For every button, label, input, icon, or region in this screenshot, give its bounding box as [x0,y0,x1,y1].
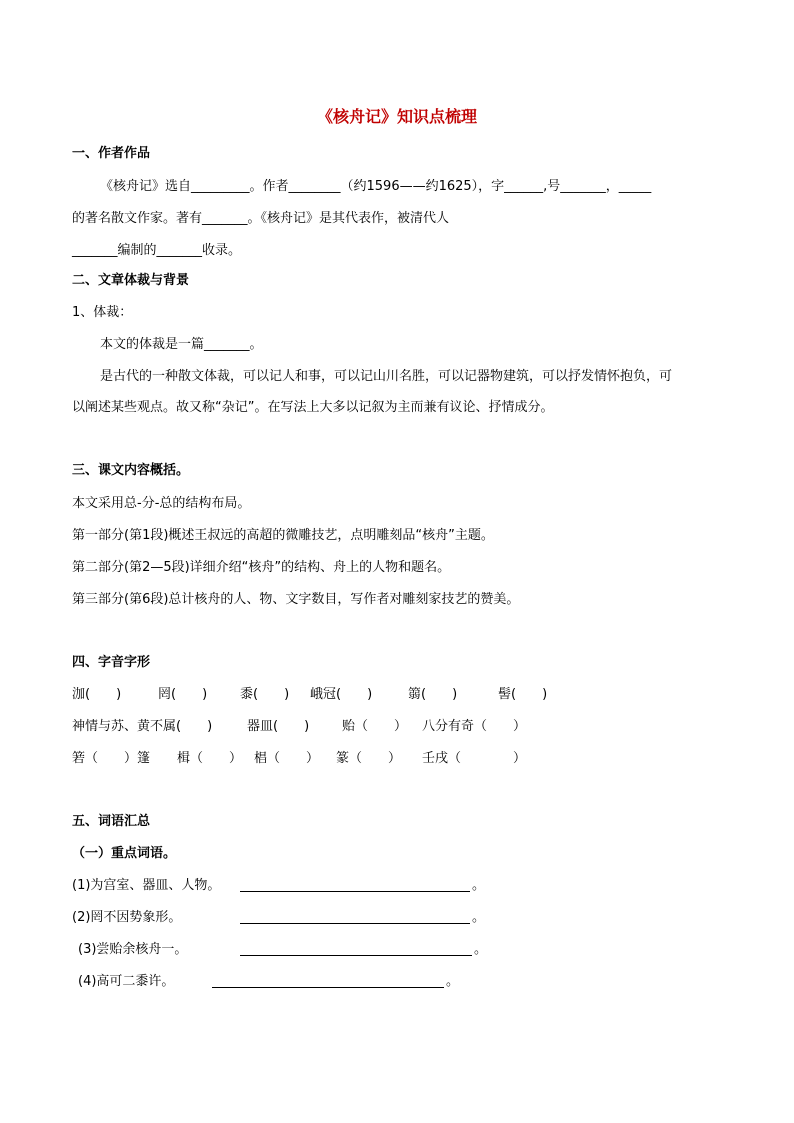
pronunciation-item: 贻（ ） [342,719,408,734]
sentence-end: 。 [446,974,460,989]
vocab-item-3: (3)尝贻余核舟一。 [78,942,188,957]
section-1-para-2: 的著名散文作家。著有_______。《核舟记》是其代表作，被清代人 [72,211,450,226]
section-3-para-4: 第三部分(第6段)总计核舟的人、物、文字数目，写作者对雕刻家技艺的赞美。 [72,592,520,607]
pronunciation-row-1 [72,686,752,704]
section-1-para-1: 《核舟记》选自_________。作者________（约1596——约1625），字______,号_______，_____ [100,179,652,194]
pronunciation-row-3 [72,750,752,768]
page-title: 《核舟记》知识点梳理 [316,107,477,126]
section-3-heading: 三、课文内容概括。 [72,463,190,478]
pronunciation-item: 神情与苏、黄不属( ) [72,719,213,734]
pronunciation-row-2 [72,718,752,736]
answer-blank[interactable] [240,891,470,892]
section-2-heading: 二、文章体裁与背景 [72,273,190,288]
pronunciation-item: 篆（ ） [336,751,402,766]
pronunciation-item: 器皿( ) [247,719,310,734]
pronunciation-item: 髻( ) [498,687,548,702]
pronunciation-item: 楫（ ） [177,751,243,766]
section-5-subheading: （一）重点词语。 [72,846,177,861]
sentence-end: 。 [472,910,486,925]
pronunciation-item: 椙（ ） [254,751,320,766]
pronunciation-item: 罔( ) [158,687,208,702]
vocab-item-2: (2)罔不因势象形。 [72,910,182,925]
pronunciation-item: 壬戌（ ） [422,751,527,766]
section-3-para-2: 第一部分(第1段)概述王叔远的高超的微雕技艺，点明雕刻品“核舟”主题。 [72,528,494,543]
section-2-para-1: 本文的体裁是一篇_______。 [100,337,263,352]
pronunciation-item: 峨冠( ) [310,687,373,702]
section-5-heading: 五、词语汇总 [72,814,151,829]
vocab-item-1: (1)为宫室、器皿、人物。 [72,878,221,893]
pronunciation-item: 八分有奇（ ） [422,719,527,734]
vocab-item-4: (4)高可二黍许。 [78,974,175,989]
answer-blank[interactable] [212,987,444,988]
section-2-para-2: 是古代的一种散文体裁，可以记人和事，可以记山川名胜，可以记器物建筑，可以抒发情怀抱负，可 [100,369,673,384]
pronunciation-item: 篛( ) [408,687,458,702]
sentence-end: 。 [474,942,488,957]
section-2-subheading: 1、体裁： [72,305,133,320]
section-3-para-1: 本文采用总-分-总的结构布局。 [72,496,251,511]
section-2-para-3: 以阐述某些观点。故又称“杂记”。在写法上大多以记叙为主而兼有议论、抒情成分。 [72,400,554,415]
pronunciation-item: 箬（ ）篷 [72,751,151,766]
pronunciation-item: 泇( ) [72,687,122,702]
section-1-para-3: _______编制的_______收录。 [72,243,242,258]
sentence-end: 。 [472,878,486,893]
section-4-heading: 四、字音字形 [72,655,151,670]
section-3-para-3: 第二部分(第2—5段)详细介绍“核舟”的结构、舟上的人物和题名。 [72,560,451,575]
section-1-heading: 一、作者作品 [72,146,151,161]
pronunciation-item: 黍( ) [240,687,290,702]
answer-blank[interactable] [240,923,470,924]
answer-blank[interactable] [240,955,472,956]
